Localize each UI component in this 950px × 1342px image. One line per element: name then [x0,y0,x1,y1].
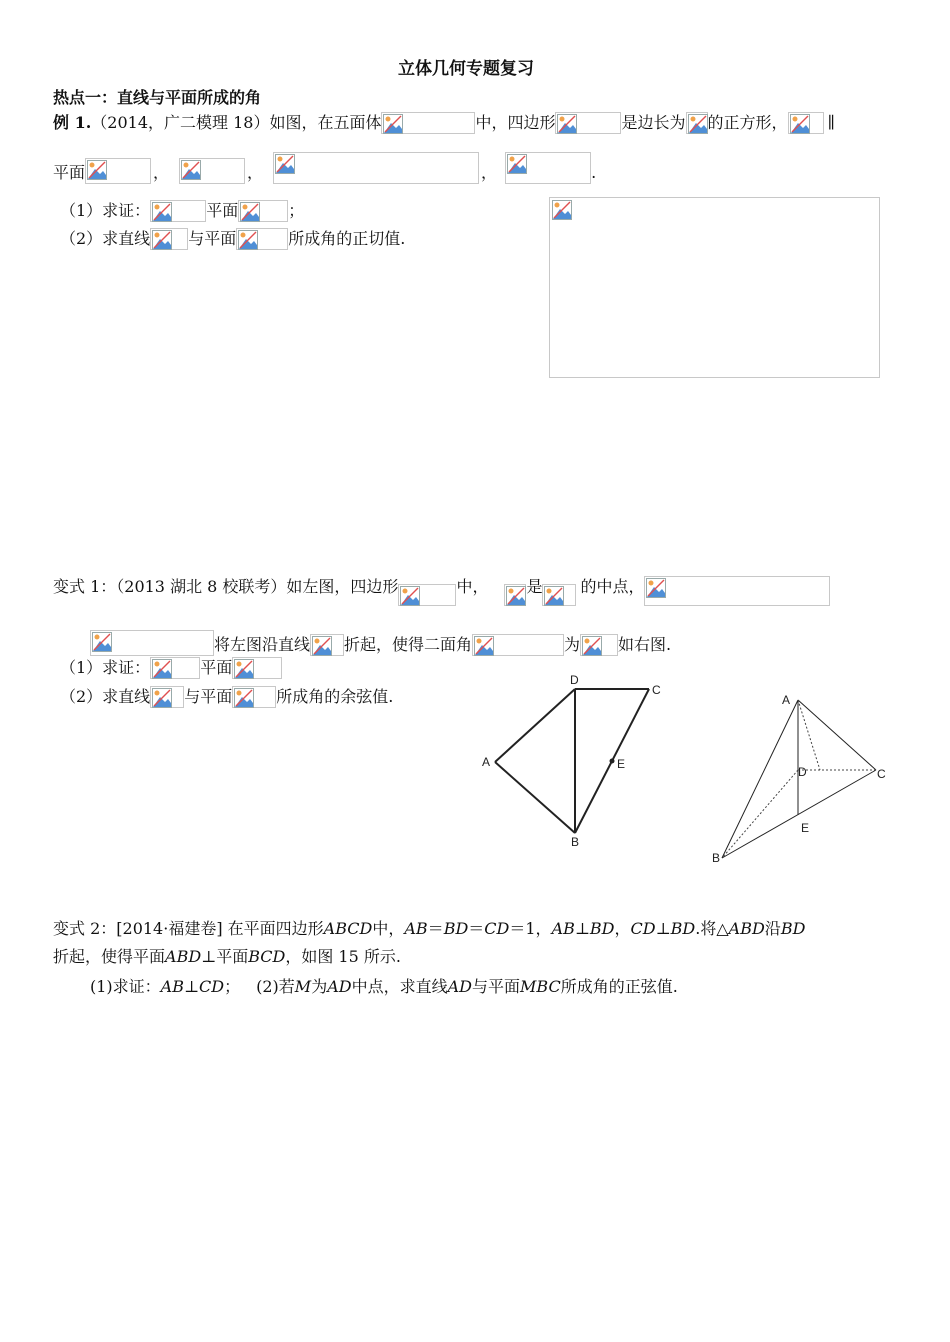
broken-image-icon [275,154,295,174]
label-a: A [482,755,491,769]
text: 与平面 [188,229,237,248]
broken-image-icon [181,160,201,180]
formula-image [472,634,564,656]
text: 是边长为 [621,113,686,132]
text: 中， [372,919,405,938]
broken-image-icon [234,659,254,679]
text: 折起，使得平面 [53,947,166,966]
text: （2）求直线 [60,229,151,248]
example1-q1 [60,200,304,222]
var: AB [404,919,428,938]
broken-image-icon [582,636,602,656]
formula-image [505,152,591,184]
broken-image-icon [152,659,172,679]
formula-image [179,158,245,184]
text: ； [224,977,241,996]
var: AB [551,919,575,938]
broken-image-icon [688,114,708,134]
edge-ad [495,689,575,762]
formula-image [238,200,288,222]
var: M [294,977,312,996]
broken-image-icon [312,636,332,656]
broken-image-icon [152,688,172,708]
text: （1）求证： [60,658,151,677]
broken-image-icon [152,230,172,250]
formula-image [90,630,214,656]
variant1-line2 [90,630,671,656]
var: CD [199,977,225,996]
label-b: B [571,835,580,849]
text: 平面 [53,163,86,182]
formula-image [555,112,621,134]
text: 是 [526,577,543,596]
formula-image [788,112,824,134]
var: ABD [165,947,202,966]
text: 中点，求直线 [351,977,448,996]
text: 将左图沿直线 [214,635,311,654]
text: ＝ [468,919,485,938]
label-d: D [570,673,579,687]
broken-image-icon [557,114,577,134]
text: 为 [564,635,581,654]
variant1-q2 [60,686,393,708]
label-d: D [798,765,807,779]
var: AB [160,977,184,996]
text: ⊥ [655,919,671,938]
text: 沿 [764,919,781,938]
text: 为 [311,977,328,996]
text: 平面 [200,658,233,677]
broken-image-icon [544,586,564,606]
text: ， [481,163,498,182]
var: ABCD [323,919,373,938]
text: 与平面 [184,687,233,706]
var: AD [447,977,472,996]
var: CD [484,919,510,938]
var: BCD [248,947,286,966]
broken-image-icon [87,160,107,180]
text: ⊥ [201,947,217,966]
var: BD [780,919,806,938]
example-label: 例 1. [53,113,92,132]
folded-tetrahedron-figure [700,684,900,870]
edge-ac [798,700,876,770]
text: (1)求证： [90,977,161,996]
var: BD [589,919,615,938]
text: ⊥ [183,977,200,996]
text: 的中点， [580,577,645,596]
planar-quadrilateral-figure [470,668,670,858]
edge-ab [722,700,798,858]
formula-image [580,634,618,656]
broken-image-icon [474,636,494,656]
formula-image [150,200,206,222]
formula-image [236,228,288,250]
broken-image-icon [234,688,254,708]
text: ＝ [427,919,444,938]
formula-image [381,112,475,134]
text: ； [288,201,305,220]
text: ， [153,163,170,182]
var: MBC [520,977,561,996]
text: ， [247,163,264,182]
formula-image [232,657,282,679]
formula-image [85,158,151,184]
var: ABD [728,919,765,938]
text: 的正方形， [707,113,788,132]
text: 如图，在五面体 [269,113,382,132]
text: 平面 [216,947,249,966]
variant1-line1 [53,576,830,606]
broken-image-icon [383,114,403,134]
example1-q2 [60,228,405,250]
text: 所成角的正弦值. [560,977,678,996]
text: . [591,163,597,182]
variant2-line3 [90,976,678,998]
label-b: B [712,851,721,865]
label-a: A [782,693,791,707]
formula-image [644,576,830,606]
formula-image [150,228,188,250]
text: 平面 [206,201,239,220]
text: 折起，使得二面角 [344,635,473,654]
formula-image [398,584,456,606]
formula-image [273,152,479,184]
text: 与平面 [472,977,521,996]
broken-image-icon [507,154,527,174]
broken-image-icon [506,586,526,606]
text: ＝1， [509,919,552,938]
variant2-line1 [53,918,805,940]
text: .将△ [695,919,729,938]
text: ⊥ [574,919,590,938]
broken-image-icon [152,202,172,222]
example-source: （2014，广二模理 18） [91,113,270,132]
edge-ab [495,762,575,833]
broken-image-icon [552,200,572,220]
label-e: E [801,821,810,835]
variant2-line2 [53,946,401,968]
formula-image [150,657,200,679]
example1-line1 [53,112,835,134]
label-e: E [617,757,626,771]
formula-image [542,584,576,606]
broken-image-icon [646,578,666,598]
formula-image [232,686,276,708]
var: BD [443,919,469,938]
broken-image-icon [240,202,260,222]
broken-image-icon [92,632,112,652]
broken-image-icon [238,230,258,250]
text: （1）求证： [60,201,151,220]
text: 变式 1：（2013 湖北 8 校联考）如左图，四边形 [53,577,399,596]
point-e [610,759,615,764]
broken-image-icon [790,114,810,134]
text: ， [614,919,631,938]
text: 变式 2：[2014·福建卷] 在平面四边形 [53,919,324,938]
figure-image-placeholder [549,197,880,378]
section-heading: 热点一：直线与平面所成的角 [53,88,262,107]
broken-image-icon [400,586,420,606]
formula-image [310,634,344,656]
page-title: 立体几何专题复习 [398,59,534,79]
text: 中， [456,577,489,596]
var: CD [630,919,656,938]
label-c: C [652,683,661,697]
text: ，如图 15 所示. [285,947,401,966]
formula-image [150,686,184,708]
text: （2）求直线 [60,687,151,706]
var: AD [327,977,352,996]
formula-image [504,584,526,606]
formula-image [686,112,708,134]
variant1-q1 [60,657,282,679]
text: (2)若 [256,977,295,996]
text: 如右图. [618,635,672,654]
text: 所成角的余弦值. [276,687,394,706]
label-c: C [877,767,886,781]
example1-line2 [53,152,596,184]
var: BD [670,919,696,938]
text: 中，四边形 [475,113,556,132]
parallel-symbol: ∥ [827,113,835,132]
text: 所成角的正切值. [288,229,406,248]
edge-bc [722,770,876,858]
hidden-edge-db [722,770,798,858]
